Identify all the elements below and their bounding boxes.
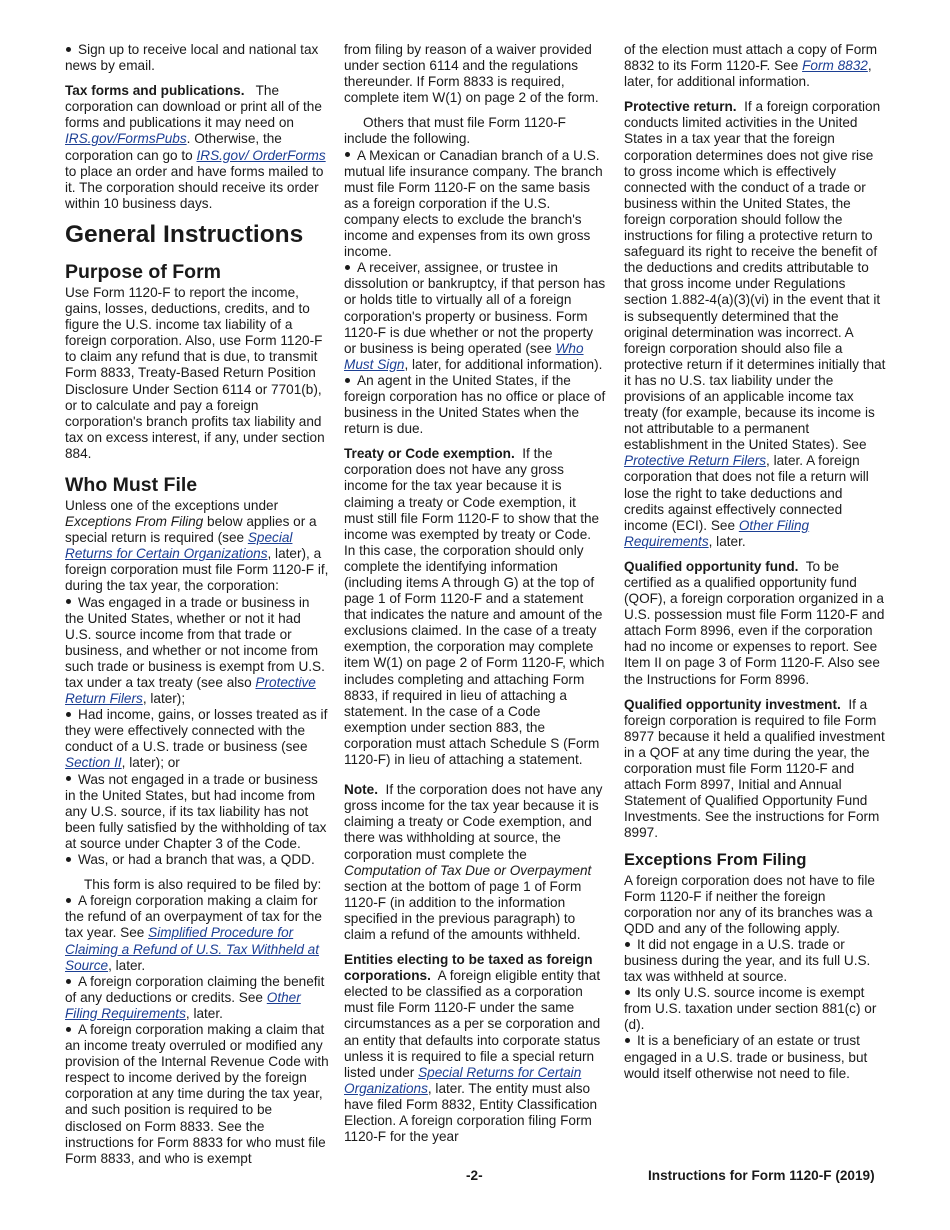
bullet-icon [625, 942, 630, 947]
who-must-file-paragraph: Unless one of the exceptions under Exceptions From Filing below applies or a special return is required (see Special Returns for Certain Organizations, later), a foreign corporation must file Form 1120-F if, during the tax year, the corporation: [65, 497, 329, 594]
other-filing-requirements-link[interactable]: Other Filing Requirements [65, 989, 301, 1021]
list-item: Had income, gains, or losses treated as if they were effectively connected with the conduct of a U.S. trade or business (see Section II, later); or [65, 707, 328, 771]
run-in-heading: Qualified opportunity fund. [624, 558, 799, 574]
bullet-icon [66, 599, 71, 604]
footer-form-title: Instructions for Form 1120-F (2019) [648, 1168, 875, 1183]
list-item: It is a beneficiary of an estate or trust engaged in a U.S. trade or business, but would itself otherwise not need to file. [624, 1033, 868, 1081]
news-bullet: Sign up to receive local and national tax news by email. [65, 42, 319, 74]
bullet-icon [66, 712, 71, 717]
list-item: A foreign corporation claiming the benefit of any deductions or credits. See Other Filing Requirements, later. [65, 973, 325, 1021]
entities-paragraph: Entities electing to be taxed as foreign corporations. A foreign eligible entity that elected to be classified as a corporation must file Form 1120-F under the same circumstances as a per se corporation and an entity that defaults into corporate status unless it is required to file a special return listed under Special Returns for Certain Organizations, later. The entity must also have filed Form 8832, Entity Classification Election. A foreign corporation filing Form 1120-F for the year [344, 952, 601, 1145]
continuation-paragraph: of the election must attach a copy of Form 8832 to its Form 1120-F. See Form 8832, later, for additional information. [624, 42, 878, 90]
run-in-heading: Note. [344, 782, 378, 798]
list-item: It did not engage in a U.S. trade or business during the year, and its full U.S. tax was withheld at source. [624, 936, 871, 985]
bullet-icon [345, 152, 350, 157]
treaty-exemption-paragraph: Treaty or Code exemption. If the corporation does not have any gross income for the tax year because it is claiming a treaty or Code exemption, it must still file Form 1120-F to show that the income was exempted by treaty or Code. In this case, the corporation should only complete the identifying information (including items A through G) at the top of page 1 of Form 1120-F and a statement that indicates the nature and amount of the exclusions claimed. In the case of a treaty exemption, the corporation may complete item W(1) on page 2 of Form 1120-F, which includes completing and attaching Form 8833, if required in lieu of attaching a statement. In the case of a Code exemption under section 883, the corporation must attach Schedule S (Form 1120-F) in lieu of attaching a statement. [344, 446, 605, 768]
section-ii-link[interactable]: Section II [65, 755, 122, 771]
column-3 [624, 42, 886, 1082]
bullet-icon [625, 1038, 630, 1043]
list-item: Was engaged in a trade or business in the United States, whether or not it had U.S. source income from that trade or business, and whether or not income from such trade or business is exempt from U.S. tax under a tax treaty (see also Protective Return Filers, later); [65, 594, 325, 707]
run-in-heading: Qualified opportunity investment. [624, 696, 841, 712]
protective-return-filers-link[interactable]: Protective Return Filers [65, 675, 316, 707]
note-paragraph: Note. If the corporation does not have any gross income for the tax year because it is claiming a treaty or Code exemption, and there was withholding at source, the corporation must complete the Computation of Tax Due or Overpayment section at the bottom of page 1 of Form 1120-F (in addition to the information specified in the previous paragraph) to claim a refund of the amounts withheld. [344, 782, 603, 942]
run-in-heading: Protective return. [624, 99, 737, 115]
exceptions-from-filing-heading: Exceptions From Filing [624, 850, 807, 869]
general-instructions-heading: General Instructions [65, 220, 304, 248]
list-item: A receiver, assignee, or trustee in dissolution or bankruptcy, if that person has or holds title to virtually all of a foreign corporation's property or business. Form 1120-F is due whether or not the property or business is being operated (see Who Must Sign, later, for additional information). [344, 260, 606, 372]
form-8832-link[interactable]: Form 8832 [802, 58, 868, 74]
list-item: Its only U.S. source income is exempt from U.S. taxation under section 881(c) or (d). [624, 985, 877, 1033]
purpose-of-form-heading: Purpose of Form [65, 260, 222, 283]
page-number: -2- [466, 1168, 483, 1183]
bullet-icon [66, 776, 71, 781]
list-item: A foreign corporation making a claim for the refund of an overpayment of tax for the tax year. See Simplified Procedure for Claiming a Refund of U.S. Tax Withheld at Source, later. [65, 893, 322, 973]
bullet-icon [66, 1027, 71, 1032]
simplified-procedure-link[interactable]: Simplified Procedure for Claiming a Refund of U.S. Tax Withheld at Source [65, 925, 320, 973]
protective-return-filers-link[interactable]: Protective Return Filers [624, 453, 767, 469]
list-item: An agent in the United States, if the foreign corporation has no office or place of business in the United States when the return is due. [344, 372, 606, 437]
run-in-heading: Tax forms and publications. [65, 83, 245, 99]
bullet-icon [345, 378, 350, 383]
qualified-opportunity-fund-paragraph: Qualified opportunity fund. To be certified as a qualified opportunity fund (QOF), a foreign corporation organized in a U.S. possession must file Form 1120-F and attach Form 8996, even if the corporation had no income or expenses to report. See Item II on page 3 of Form 1120-F. Also see the Instructions for Form 8996. [624, 558, 885, 687]
bullet-icon [625, 990, 630, 995]
bullet-icon [345, 265, 350, 270]
column-2 [344, 42, 606, 1154]
run-in-heading: Treaty or Code exemption. [344, 446, 515, 462]
special-returns-link[interactable]: Special Returns for Certain Organizations [65, 530, 293, 562]
list-item: A foreign corporation making a claim that an income treaty overruled or modified any provision of the Internal Revenue Code with respect to income derived by the foreign corporation at any time during the tax year, and such position is required to be disclosed on Form 8833. See the instructions for Form 8833 for who must file Form 8833, and who is exempt [65, 1021, 329, 1166]
list-item: Was not engaged in a trade or business in the United States, but had income from any U.S. source, if its tax liability has not been fully satisfied by the withholding of tax at source under Chapter 3 of the Code. [65, 771, 327, 851]
special-returns-link[interactable]: Special Returns for Certain Organizations [344, 1064, 582, 1096]
other-filing-requirements-link[interactable]: Other Filing Requirements [624, 517, 810, 549]
who-must-file-heading: Who Must File [65, 473, 198, 496]
continuation-paragraph: from filing by reason of a waiver provided under section 6114 and the regulations thereunder. If Form 8833 is required, complete item W(1) on page 2 of the form. [344, 42, 599, 106]
list-item: A Mexican or Canadian branch of a U.S. mutual life insurance company. The branch must file Form 1120-F on the same basis as a foreign corporation if the U.S. company elects to exclude the branch's income and expenses from its own gross income. [344, 147, 603, 260]
exceptions-paragraph: A foreign corporation does not have to file Form 1120-F if neither the foreign corporation nor any of its branches was a QDD and any of the following apply. [624, 872, 875, 936]
bullet-icon [66, 979, 71, 984]
bullet-icon [66, 857, 71, 862]
order-forms-link[interactable]: IRS.gov/ OrderForms [196, 147, 326, 163]
purpose-paragraph: Use Form 1120-F to report the income, gains, losses, deductions, credits, and to figure the U.S. income tax liability of a foreign corporation. Also, use Form 1120-F to claim any refund that is due, to transmit Form 8833, Treaty-Based Return Position Disclosure Under Section 6114 or 7701(b), or to calculate and pay a foreign corporation's branch profits tax liability and tax on excess interest, if any, under section 884. [65, 284, 325, 461]
run-in-heading: Entities electing to be taxed as foreign corporations. [344, 952, 593, 984]
who-must-sign-link[interactable]: Who Must Sign [344, 340, 584, 372]
forms-pubs-link[interactable]: IRS.gov/FormsPubs [65, 131, 187, 147]
tax-forms-paragraph: Tax forms and publications. The corporation can download or print all of the forms and publications it may need on IRS.gov/FormsPubs. Otherwise, the corporation can go to IRS.gov/ OrderForms to place an order and have forms mailed to it. The corporation should receive its order within 10 business days. [65, 83, 326, 211]
also-required-text: This form is also required to be filed by: [84, 877, 322, 893]
bullet-icon [66, 47, 71, 52]
qualified-opportunity-investment-paragraph: Qualified opportunity investment. If a foreign corporation is required to file Form 8977 because it held a qualified investment in a QOF at any time during the year, the corporation must file Form 1120-F and attach Form 8997, Initial and Annual Statement of Qualified Opportunity Fund Investments. See the instructions for Form 8997. [624, 696, 885, 841]
bullet-icon [66, 898, 71, 903]
column-1 [65, 42, 329, 1167]
others-must-file-text: Others that must file Form 1120-F include the following. [344, 115, 566, 147]
protective-return-paragraph: Protective return. If a foreign corporation conducts limited activities in the United States in a tax year that the foreign corporation determines does not give rise to gross income which is effectively connected with the conduct of a trade or business within the United States, the foreign corporation should follow the instructions for filing a protective return to safeguard its right to receive the benefit of the deductions and credits attributable to that gross income under Regulations section 1.882-4(a)(3)(vi) in the event that it is subsequently determined that the original determination was incorrect. A foreign corporation should also file a protective return if it determines initially that it has no U.S. tax liability under the provisions of an applicable income tax treaty (for example, because its income is not attributable to a permanent establishment in the United States). See Protective Return Filers, later. A foreign corporation that does not file a return will lose the right to take deductions and credits against effectively connected income (ECI). See Other Filing Requirements, later. [624, 99, 886, 549]
list-item: Was, or had a branch that was, a QDD. [65, 852, 329, 868]
